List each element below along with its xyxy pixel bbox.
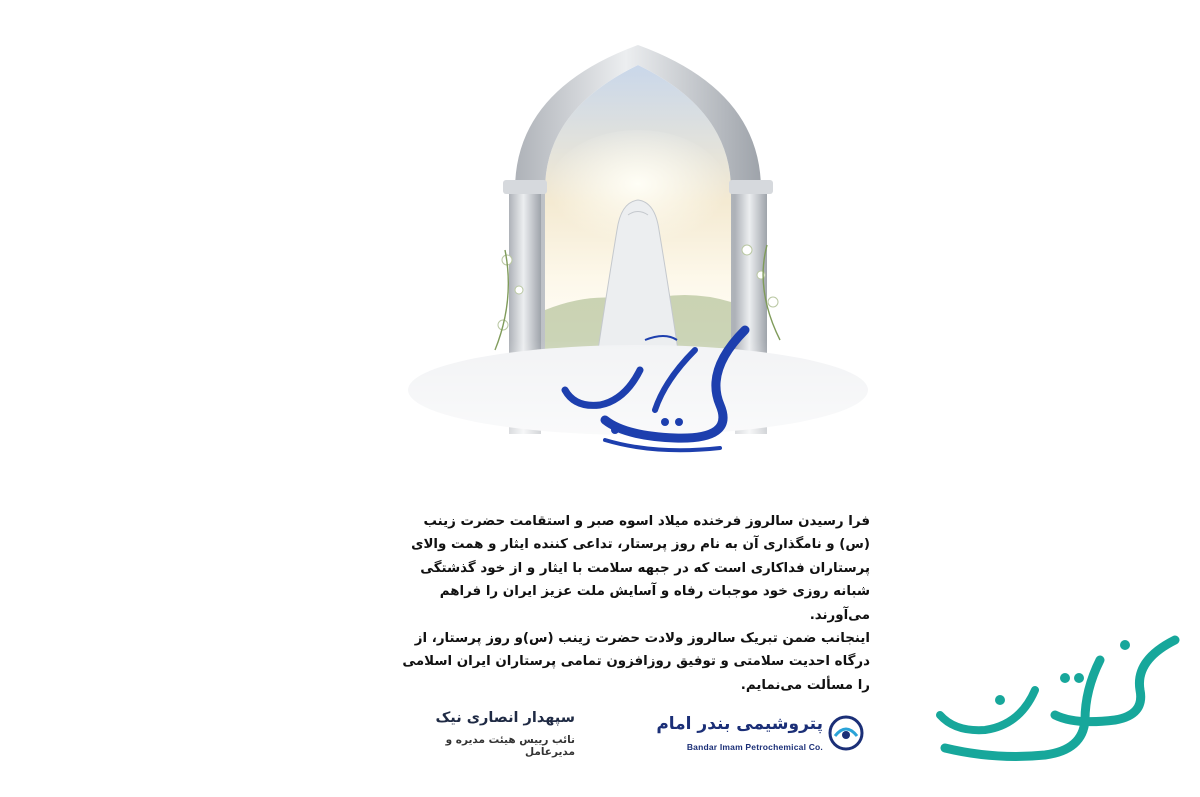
company-name-fa: پتروشیمی بندر امام: [656, 714, 823, 734]
letter-paragraph: فرا رسیدن سالروز فرخنده میلاد اسوه صبر و استقامت حضرت زینب (س) و نامگذاری آن به نام روز پرستار، تداعی کننده ایثار و همت والای پرستاران فداکاری است که در جبهه سلامت با ایثار و از خود گذشتگی شبانه روزی خود موجبات رفاه و آسایش ملت عزیز ایران را فراهم می‌آورند.: [411, 514, 870, 623]
site-watermark: [925, 620, 1195, 780]
zeinab-calligraphy: [545, 310, 765, 460]
company-logo: [655, 712, 865, 762]
letter-paragraph: اینجانب ضمن تبریک سالروز ولادت حضرت زینب (س)و روز پرستار، از درگاه احدیت سلامتی و توفیق روزافزون تمامی پرستاران ایران اسلامی را مسألت می‌نمایم.: [402, 631, 870, 693]
signatory-block: [400, 710, 575, 758]
watermark-logo-icon: [925, 620, 1195, 780]
signatory-name: سپهدار انصاری نیک: [435, 710, 575, 726]
company-name-en: Bandar Imam Petrochemical Co.: [686, 742, 823, 752]
signatory-role: نائب رییس هیئت مدیره و مدیرعامل: [445, 734, 575, 758]
company-emblem-icon: [827, 714, 865, 752]
greeting-letter: [400, 510, 870, 697]
